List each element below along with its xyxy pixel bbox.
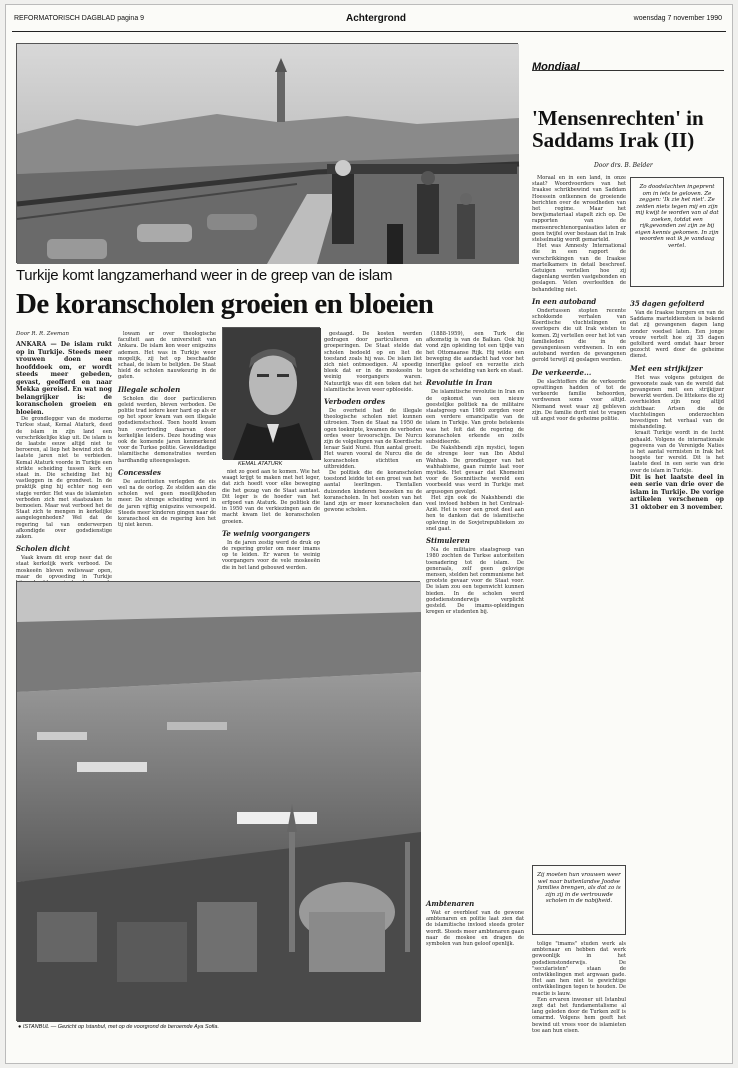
page-header [6,5,732,33]
subhead-illegale-scholen: Illegale scholen [118,384,181,394]
ataturk-portrait [222,327,320,459]
mondiaal-column-1 [532,175,626,855]
article-text-6: niet zo goed aan te komen. Wie het waagt krijgt te maken met het leger, dat zich hoedt voor elke beweging die het gezag van de Staat aantast. Dit leger is de hoeder van het erfgoed van Ataturk. De politiek die in 1950 van de verkiezingen aan de macht kwam liet de koranscholen groeien. [222,469,320,525]
mondiaal-text-1: Moraal en in een land, in onze staat? Woordvoerders van het Iraakse schrikbewind van Saddam Hoessein ontkennen de groeiende berichten over de wreedheden van het regime. Maar het bewijsmateriaal stapelt zich op. De rapporten van de mensenrechtenorganisaties laten er geen twijfel over bestaan dat in Irak stelselmatig wordt gemarteld. [532,175,626,244]
article-kicker: Turkije komt langzamerhand weer in de greep van de islam [16,267,393,284]
subhead-revolutie-in-iran: Revolutie in Iran [426,378,493,388]
article-text-3: lowam er over theologische faculteit aan de universiteit van Ankara. De islam kon weer enigszins ademen. Het was in Turkije weer mogelijk, zij het op beschaafde schaal, de islam te belijden. De Staat hield de scholen nauwkeurig in de gaten. [118,331,216,381]
mondiaal-pull-quote-1: Zo doodslachten ingeprent om in iets te geloven. Ze zeggen: 'Ik zie het niet'. Ze zeiden niets tegen mij en zijn mij kwijt te worden van al dat zoeken, totdat een rijkgevonden zei zijn ze bij eigen kennis gekomen. In zijn woorden wat ik je vandaag vertel. [630,177,724,287]
istanbul-panorama-photo [16,581,420,1021]
mondiaal-byline: Door drs. B. Belder [594,162,653,169]
mondiaal-text-6: De slachtoffers die de verkeerde opvattingen hadden of tot de verkeerde familie behoorden, verdwenen soms voor altijd. Niemand weet waar zij gebleven zijn. De familie durft niet te vragen uit angst voor de geheime politie. [532,378,626,422]
portrait-image [223,328,321,460]
article-text-1: De grondlegger van de moderne Turkse staat, Kemal Ataturk, deed de islam in zijn land een verschrikkelijke klap uit. De islam is de laatste eeuw altijd niet te beroeren, al liep het bewind zich de laatste jaren niet te verbieden. Kemal Ataturk voorde in Turkije een strikte scheiding tussen kerk en staat in. Die scheiding liet hij vastleggen in de grondwet. In de praktijk ging hij echter nog een stapje verder. Het was de islamieten verboden zich met staatszaken te bemoeien. Maar wat verboed het de Staat zich te mengen in kerkelijke aangelegenheden? Wel dat de regering tal van onderwerpen afkondigde over godsdienstige zaken. [16,416,112,541]
article-text-5: De autoriteiten verlegden de eis wel na de oorlog. Ze stelden aan die scholen wel geen moeilijkheden meer. De strenge scheiding werd in de jaren vijftig enigszins versoepeld. Steeds meer kinderen gingen naar de koranschool en de regering kon het tij niet keren. [118,478,216,529]
article-column-4 [324,331,422,577]
article-text-13: De Nakshbendi zijn mystici, tegen de strenge leer van Ibn Abdul Wahhab. De grondlegger van het wahhabisme, gaan ruimte laat voor mystiek. Het gevaar dat Khomeini voor de Soennitische wereld een voorbeeld was werd in Turkije met argusogen gevolgd. [426,445,524,495]
subhead-concessies: Concessies [118,467,161,477]
mondiaal-brand [532,55,724,71]
panorama-caption [18,1024,422,1030]
subhead-stimuleren: Stimuleren [426,536,470,546]
article-text-16: Wat er overbleef van de gewone ambtenaren en politie laat zien dat de islamitische invloed steeds groter wordt. Steeds meer ambtenaren gaan naar de moskee en dragen de symbolen van hun geloof openlijk. [426,910,524,948]
subhead-te-weinig-voorgangers: Te weinig voorgangers [222,528,311,538]
mondiaal-pull-quote-2: Zij moeten hun vrouwen weer wel naar buitenlandse Joodse families brengen, als dat zo is zijn zij in de vertrouwde scholen in de nabijheid. [532,865,626,935]
mondiaal-logo-text: Mondiaal [532,61,580,73]
mondiaal-text-3: Ondertussen stopten recente schokkende verhalen van Koerdische vluchtelingen en overlopers die uit Irak wisten te komen. Zij vertellen over het lot van familieleden die in de gevangenissen verdwenen. In een autoband werden de gevangenen gerold terwijl zij geslagen werden. [532,307,626,364]
article-text-7: De politiek die de koranscholen toestond leidde tot een groei van het aantal leerlingen. Tientallen duizenden kinderen bezoeken nu de koranscholen. In het oosten van het land zijn er meer koranscholen dan gewone scholen. [324,470,422,514]
photo-marker-icon: ● [18,1024,22,1030]
article-text-14: Het zijn ook de Nakshbendi die veel invloed hebben in het Centraal-Azië. Het is voor een groot deel aan hen te danken dat de islamitische opleving in de Sovjetrepublieken zo snel gaat. [426,494,524,532]
mondiaal-text-17: tolige "imams" studen werk als ambtenaar en hebben dat werk gewoonlijk in het godsdienstonderwijs. De "secularisten" staan de ontwikkelingen met argwaan gade. Het aan hen niet te gewichtige ontwikkelingen tegen te houden. De reactie is lauw. [532,941,626,997]
mondiaal-column-3 [532,941,626,1035]
mondiaal-column-2 [630,295,724,1035]
header-section: Achtergrond [346,13,406,24]
article-text-10: De overheid had de illegale theologische scholen niet kunnen uitroeien. Toen de Staat na 1950 de ogen toeknipte, kwamen de verboden ordes weer tevoorschijn. De Nurcu zijn de volgelingen van de Koerdische leraar Said Nursi. Hun aantal groeit. Het waren vooral de Nurcu die de koranscholen stichtten en uitbreidden. [324,408,422,470]
mondiaal-title: 'Mensenrechten' in Saddams Irak (II) [532,106,704,152]
article-text-12: De islamitische revolutie in Iran en de opkomst van een nieuw geestelijke politiek na de militaire staatsgreep van 1980 zorgden voor een verdere emancipatie van de islam in Turkije. Van grote betekenis was het feit dat de regering de koranscholen erkende en zelfs subsidieerde. [426,389,524,446]
mondiaal-footnote: Dit is het laatste deel in een serie van drie over de islam in Turkije. De vorige artikelen verschenen op 31 oktober en 3 november. [630,473,724,511]
subhead-met-een-strijkijzer: Met een strijkijzer [630,363,703,373]
mondiaal-text-5: Het was volgens getuigen de gewoonste zaak van de wereld dat gevangenen met een strijkijzer bewerkt werden. De littekens die zij overhielden zijn nog altijd zichtbaar. Artsen die de vluchtelingen onderzochten bevestigen het verhaal van de mishandeling. [630,374,724,431]
article-column-1 [16,331,112,580]
subhead-in-een-autoband: In een autoband [532,296,597,306]
article-text-9: gestaagd. De kosten werden gedragen door particulieren en groeperingen. De Staat stelde dat scholen bedoeld op en liet de toestand zoals hij was. De islam liet zich niet ontmoedigen. Al spoedig bleek dat er in de moskeeën te weinig voorgangers waren. Natuurlijk was dit een teken dat het islamitische leven weer opbloeide. [324,331,422,393]
istanbul-street-photo [16,43,518,263]
article-column-5 [426,331,524,891]
panorama-caption-text: ISTANBUL — Gezicht op Istanbul, met op de voorgrond de beroemde Aya Sofia. [22,1024,219,1030]
article-lead: ANKARA — De islam rukt op in Turkije. Steeds meer vrouwen doen een hoofddoek om, er wordt steeds meer gebeden, gevast, geofferd en naar Mekka gereisd. En wat nog belangrijker is: de koranscholen groeien en bloeien. [16,341,112,416]
header-paper-name: REFORMATORISCH DAGBLAD pagina 9 [14,15,145,22]
article-column-2 [118,331,216,577]
article-text-15: Na de militaire staatsgreep van 1980 zochten de Turkse autoriteiten toenadering tot de islam. De generaals, zelf geen gelovige mensen, stelden het communisme het grootste gevaar voor de Staat voor. De islam zou een tegenwicht kunnen bieden. In de scholen werd godsdienstonderwijs verplicht gesteld. De imams-opleidingen kregen er studenten bij. [426,547,524,616]
mondiaal-text-18: Een ervaren inwoner uit Istanbul zegt dat het fundamentalisme al lang geleden door de Turken zelf is omarmd. Volgens hem geeft het bewind uit vrees voor de islamieten toe aan hun eisen. [532,996,626,1034]
subhead-scholen-dicht: Scholen dicht [16,544,70,554]
newspaper-page [5,4,733,1064]
mondiaal-text-4: Van de Iraakse burgers en van de Saddams marteldiensten is bekend dat zij gevangenen dagen lang zonder voedsel laten. Een jonge vrouw vertelt hoe zij 35 dagen gefolterd werd omdat haar broer gezocht werd door de geheime dienst. [630,310,724,360]
subhead-35-dagen-gefolterd: 35 dagen gefolterd [630,299,705,308]
panorama-image [17,582,421,1022]
article-text-8: In de jaren zestig werd de druk op de regering groter om meer imams op te leiden. Er waren te weinig voorgangers voor de vele moskeeën die in het land gebouwd werden. [222,539,320,571]
article-byline: Door R. R. Zeeman [16,331,70,337]
street-photo-image [17,44,519,264]
subhead-de-verkeerde: De verkeerde... [532,367,592,377]
mondiaal-text-7: kraait Turkije wordt in de lucht gehaald. Volgens de internationale gegevens van de Verenigde Naties is het aantal vermisten in Irak het hoogste ter wereld. Dit is het laatste deel in een serie van drie over de islam in Turkije. [630,430,724,474]
subhead-verboden-ordes: Verboden ordes [324,397,386,407]
subhead-ambtenaren: Ambtenaren [426,899,475,908]
header-rule [12,31,726,32]
header-date: woensdag 7 november 1990 [633,15,722,22]
portrait-caption: KEMAL ATATURK [238,461,283,467]
article-text-11: (1888-1959), een Turk die afkomstig is van de Balkan. Ook hij vond zijn opleiding tot een tijdje van het Ottomaanse Rijk. Hij wilde een beweging die aandacht had voor het innerlijke geloof en verzette zich tegen de scheiding van kerk en staat. [426,331,524,375]
mondiaal-text-2: Het was Amnesty International die in een rapport de verschrikkingen van de Iraakse martelkamers in detail beschreef. Getuigen vertellen hoe zij dagenlang werden vastgebonden en geslagen. Velen overleefden de behandeling niet. [532,243,626,293]
article-column-5b [426,895,524,1035]
article-headline: De koranscholen groeien en bloeien [16,288,434,320]
article-text-2: Vaak kwam dit erop neer dat de staat kerkelijk werk verbood. De moskeeën bleven weliswaar open, maar de opvoeding in Turkije [16,555,112,580]
article-column-3 [222,469,320,577]
article-text-4: Scholen die door particulieren geleid werden, bleven verboden. De politie trad iedere keer hard op als er op het spoor kwam van een illegale godsdienstschool. Toen hoofd kwam hun overtreding daarvan door kerkelijke leiders. Deze houding was ook de komende jaren kenmerkend voor de Turkse politie. Gewelddadige islamitische demonstraties werden hardhandig uiteengeslagen. [118,395,216,464]
